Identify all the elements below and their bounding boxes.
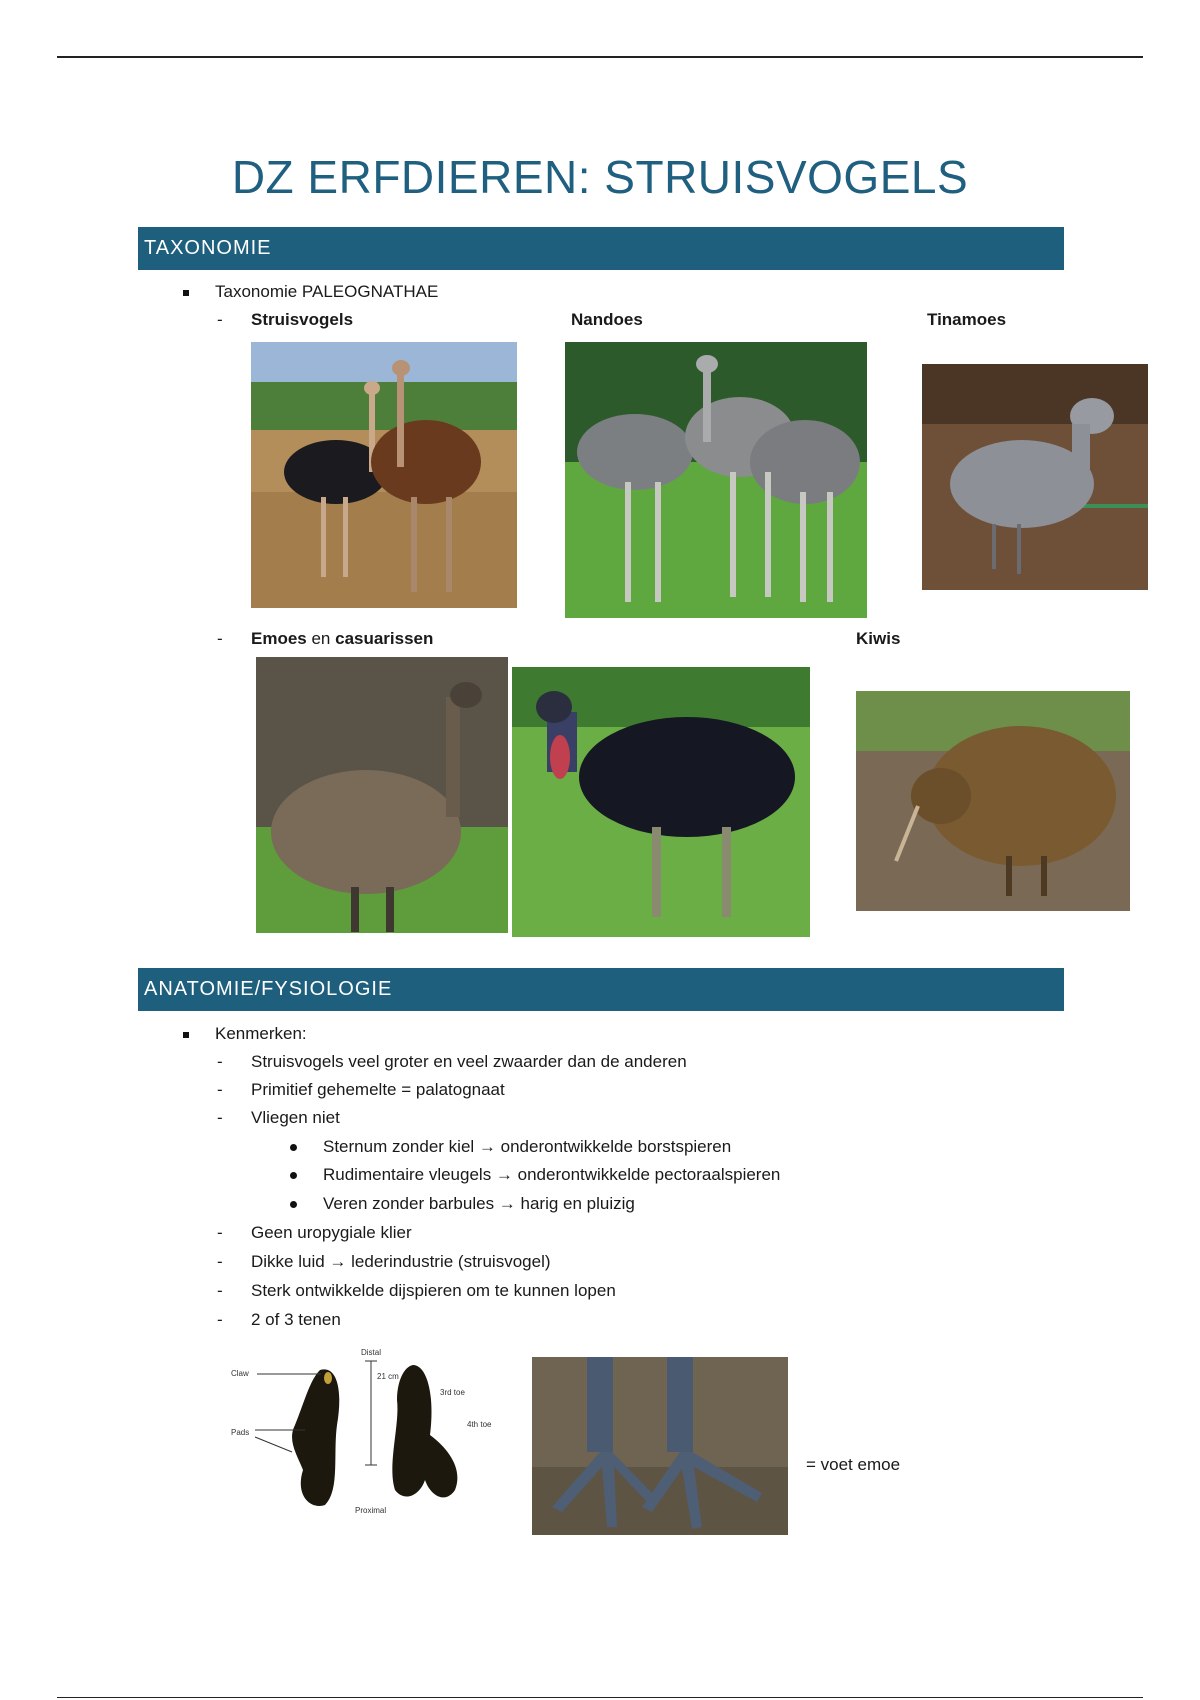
diagram-label-third-toe: 3rd toe (440, 1388, 465, 1397)
foot-diagram (225, 1345, 507, 1517)
anatomy-item: Dikke luid → lederindustrie (struisvogel) (251, 1252, 551, 1271)
dash: - (217, 310, 223, 329)
anatomy-item: Primitief gehemelte = palatognaat (251, 1080, 505, 1099)
label-tinamoes: Tinamoes (927, 310, 1007, 329)
section-bar-anatomie: ANATOMIE/FYSIOLOGIE (138, 968, 1064, 1011)
dash: - (217, 1281, 223, 1300)
anatomy-item: Sterk ontwikkelde dijspieren om te kunnen lopen (251, 1281, 616, 1300)
page-title: DZ ERFDIEREN: STRUISVOGELS (231, 151, 969, 203)
label-kiwis: Kiwis (856, 629, 901, 648)
label-emoes-casuarissen (251, 629, 433, 649)
photo-tinamoes (922, 364, 1148, 590)
label-en: en (306, 629, 336, 648)
dash: - (217, 629, 223, 648)
diagram-label-fourth-toe: 4th toe (467, 1420, 492, 1429)
photo-nandoes (565, 342, 867, 618)
diagram-label-length: 21 cm (377, 1372, 399, 1381)
dash: - (217, 1052, 223, 1071)
anatomy-bullet: Kenmerken: (215, 1024, 307, 1043)
round-bullet (290, 1144, 297, 1151)
anatomy-subitem: Rudimentaire vleugels → onderontwikkelde pectoraalspieren (323, 1165, 781, 1184)
round-bullet (290, 1172, 297, 1179)
section-bar-taxonomie: TAXONOMIE (138, 227, 1064, 270)
label-struisvogels: Struisvogels (251, 310, 354, 329)
label-casuarissen: casuarissen (335, 629, 434, 648)
anatomy-subitem: Sternum zonder kiel → onderontwikkelde borstspieren (323, 1137, 732, 1156)
foot-caption: = voet emoe (806, 1455, 901, 1474)
diagram-label-claw: Claw (231, 1369, 249, 1378)
photo-casuarissen (512, 667, 810, 937)
photo-emoes (256, 657, 508, 933)
diagram-label-pads: Pads (231, 1428, 250, 1437)
photo-struisvogels (251, 342, 517, 608)
diagram-label-proximal: Proximal (355, 1506, 387, 1515)
photo-kiwis (856, 691, 1130, 911)
diagram-label-distal: Distal (361, 1348, 382, 1357)
photo-voet-emoe (532, 1357, 788, 1535)
dash: - (217, 1310, 223, 1329)
dash: - (217, 1108, 223, 1127)
label-emoes: Emoes (251, 629, 307, 648)
anatomy-item: Struisvogels veel groter en veel zwaarder dan de anderen (251, 1052, 687, 1071)
anatomy-item: Geen uropygiale klier (251, 1223, 412, 1242)
dash: - (217, 1080, 223, 1099)
anatomy-item: 2 of 3 tenen (251, 1310, 341, 1329)
label-nandoes: Nandoes (571, 310, 643, 329)
round-bullet (290, 1201, 297, 1208)
anatomy-subitem: Veren zonder barbules → harig en pluizig (323, 1194, 635, 1213)
square-bullet (183, 290, 189, 296)
bottom-rule (57, 1697, 1143, 1698)
dash: - (217, 1252, 223, 1271)
square-bullet (183, 1032, 189, 1038)
top-rule (57, 56, 1143, 58)
taxonomy-bullet: Taxonomie PALEOGNATHAE (215, 282, 439, 301)
anatomy-item: Vliegen niet (251, 1108, 340, 1127)
dash: - (217, 1223, 223, 1242)
